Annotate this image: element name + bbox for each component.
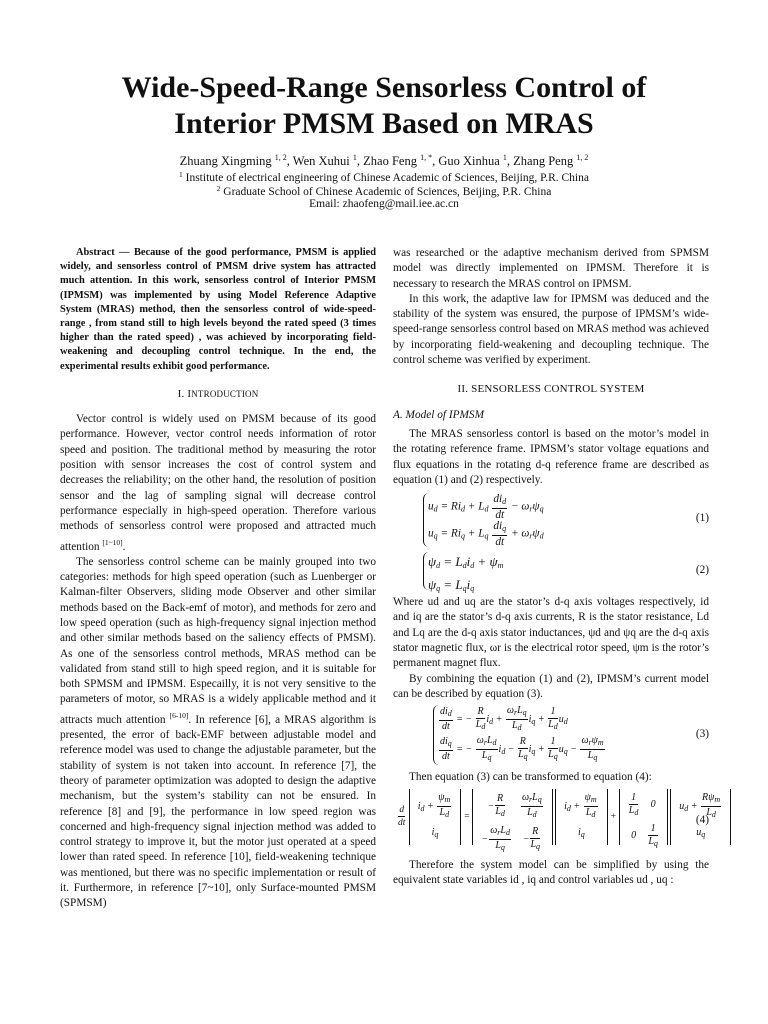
left-column — [60, 246, 376, 912]
section-initial: I — [187, 387, 192, 400]
equation-number: (4) — [695, 813, 709, 826]
equation-number: (3) — [695, 728, 709, 741]
affil-mark: 1 — [179, 170, 183, 179]
section-heading-sensorless: II. SENSORLESS CONTROL SYSTEM — [457, 383, 645, 396]
author-affil-mark: 1 — [502, 153, 507, 162]
work-paragraph: In this work, the adaptive law for IPMSM was deduced and the stability of the system was ensured, the purpose of IPMSM’s wide-speed-range sensorless control based on MRAS method was achieved by incorporating field-weakening and decoupling technique. The control scheme was verified by experiment. — [393, 292, 709, 367]
equation-brace: $\frac{di_d}{dt}$ = − $\frac{R}{L_d}$ $i_d$ + $\frac{\omega_rL_q}{L_d}$ $i_q$ + $\frac{1}{L_d}$ $u_d$ $\frac{di_q}{dt}$ = − $\frac{\omega_rL_d}{L_q}$ $i_d$ − $\frac{R}{L_q}$ $i_q$ + $\frac{1}{L_q}$ $u_q$ − $\frac{\omega_r\psi_m}{L_q}$ — [433, 705, 633, 765]
author-email: Email: zhaofeng@mail.iee.ac.cn — [309, 198, 459, 210]
simplify-paragraph: Therefore the system model can be simplified by using the equivalent state variables id , iq and control variables ud , uq : — [393, 858, 709, 886]
equation-number: (2) — [695, 564, 709, 577]
definitions-paragraph: Where ud and uq are the stator’s d-q axis voltages respectively, id and iq are the stator’s d-q axis currents, R is the stator resistance, Ld and Lq are the d-q axis stator inductances, ψd and ψq are the d-q axis stator magnetic flux, ωr is the electrical rotor speed, ψm is the rotor’s permanent magnet flux. — [393, 596, 709, 670]
equation-brace: $\psi_d = L_di_d + \psi_m$ $\psi_q = L_qi_q$ — [423, 552, 573, 590]
citation: [1~10] — [102, 537, 123, 547]
section-heading-introduction — [60, 387, 376, 402]
equation-brace: $u_d = Ri_d + L_d$ $\frac{di_d}{dt}$ − $\omega_r\psi_q$ $u_q = Ri_q + L_q$ $\frac{di_q}{dt}$ + $\omega_r\psi_d$ — [423, 493, 593, 547]
continued-paragraph: was researched or the adaptive mechanism derived from SPMSM model was directly implemented on IPMSM. Therefore it is necessary to research the MRAS control on IPMSM. — [393, 247, 709, 290]
affil-text: Graduate School of Chinese Academic of Sciences, Beijing, P.R. China — [220, 186, 552, 198]
author-name: Zhuang Xingming — [179, 154, 275, 168]
intro-text: . In reference [6], a MRAS algorithm is presented, the error of back-EMF between adjustable model and reference model was used to change the adjustable parameter, but the stability of system is not taken into account. In reference [7], the theory of parameter optimization was adopted to design the adaptive mechanism, but the system’s stability can not be ensured. In reference [8] and [9], the performance in low speed region was concerned and high-frequency signal injection method was added to control strategy to improve it, but the motor just operated at a speed lower than rated speed. In reference [10], field-weakening technique was mentioned, but there was no specific implementation or result of it. Furthermore, in reference [7~10], only Surface-mounted PMSM (SPMSM) — [60, 713, 376, 910]
transform-paragraph: Then equation (3) can be transformed to equation (4): — [409, 771, 652, 784]
author-name: , Guo Xinhua — [432, 154, 503, 168]
section-rest: NTRODUCTION — [191, 388, 259, 399]
author-name: , Zhang Peng — [506, 154, 577, 168]
intro-paragraph-2 — [60, 555, 376, 912]
author-list — [40, 150, 728, 169]
intro-text: The sensorless control scheme can be mainly grouped into two categories: methods for high speed operation (such as Luenberger or Kalman-filter Observers, sliding mode Observer and other similar methods based on the Back-emf of motor), and methods for zero and low speed operation (such as high-frequency signal injection method and other similar methods based on the saliency effects of PMSM). As one of the sensorless control methods, MRAS method can be validated from stand still to high speed region, and it is suitable for both SPMSM and IPMSM. Especailly, it is not very sensitive to the parameters of motor, so MRAS is a widely applicable method and it attracts much attention — [60, 555, 376, 726]
equation-matrix-form: $\frac{d}{dt}$ $i_d$ + $\frac{\psi_m}{L_d}$ $i_q$ = − $\frac{R}{L_d}$ $\frac{\omega_rL_q}{L_d}$ − $\frac{\omega_rL_d}{L_q}$ − $\frac{R}{L_q}$ $i_d$ + $\frac{\psi_m}{L_d}$ $i_q$ + $\frac{1}{L_d}$ 0 0 $\frac{1}{L_q}$ $u_d$ + $\frac{R\psi_m}{L_d}$ $u_q$ — [397, 789, 731, 853]
author-affil-mark: 1, * — [420, 153, 433, 162]
author-name: , Zhao Feng — [356, 154, 421, 168]
citation: [6-10] — [169, 710, 189, 720]
title-line-2: Interior PMSM Based on MRAS — [174, 107, 594, 140]
affil-mark: 2 — [216, 184, 221, 193]
section-number: I. — [177, 387, 188, 400]
model-paragraph: The MRAS sensorless contorl is based on the motor’s model in the rotating reference frame. IPMSM’s stator voltage equations and flux equations in the rotating d-q reference frame are described as equation (1) and (2) respectively. — [393, 427, 709, 486]
author-name: , Wen Xuhui — [286, 154, 353, 168]
author-affil-mark: 1, 2 — [274, 153, 287, 162]
abstract: Abstract — Because of the good performance, PMSM is applied widely, and sensorless control of PMSM drive system has attracted much attention. In this work, sensorless control of Interior PMSM (IPMSM) was implemented by using Model Reference Adaptive System (MRAS) method, then the sensorless control of wide-speed-range , from stand still to high levels beyond the rated speed (3 times higher than the rated speed) , was achieved by incorporating field-weakening and decoupling control technique. In the end, the experimental results exhibit good performance. — [60, 247, 376, 372]
intro-paragraph-1 — [60, 412, 376, 555]
equation-number: (1) — [695, 512, 709, 525]
equation-3 — [433, 705, 709, 767]
equation-1 — [423, 491, 709, 549]
author-affil-mark: 1, 2 — [576, 153, 589, 162]
right-column — [393, 246, 721, 888]
intro-text: Vector control is widely used on PMSM because of its good performance. However, vector control needs information of rotor speed and position. The traditional method by measuring the rotor position with sensor increases the cost of control system and decreases the reliability; on the other hand, the resolution of position sensor and the lag of sampling signal will decrease control performance especially in high-speed operation. Therefore various methods of sensorless control were proposed and attracted much attention — [60, 413, 376, 553]
equation-4 — [397, 789, 721, 855]
affil-text: Institute of electrical engineering of Chinese Academic of Sciences, Beijing, P.R. China — [182, 172, 589, 184]
intro-text: . — [122, 540, 126, 553]
paper-title — [40, 70, 728, 142]
current-model-paragraph: By combining the equation (1) and (2), IPMSM’s current model can be described by equation (3). — [393, 672, 709, 700]
subsection-heading-model: A. Model of IPMSM — [393, 408, 484, 421]
title-line-1: Wide-Speed-Range Sensorless Control of — [121, 71, 647, 104]
equation-2 — [423, 552, 709, 592]
author-affil-mark: 1 — [352, 153, 357, 162]
